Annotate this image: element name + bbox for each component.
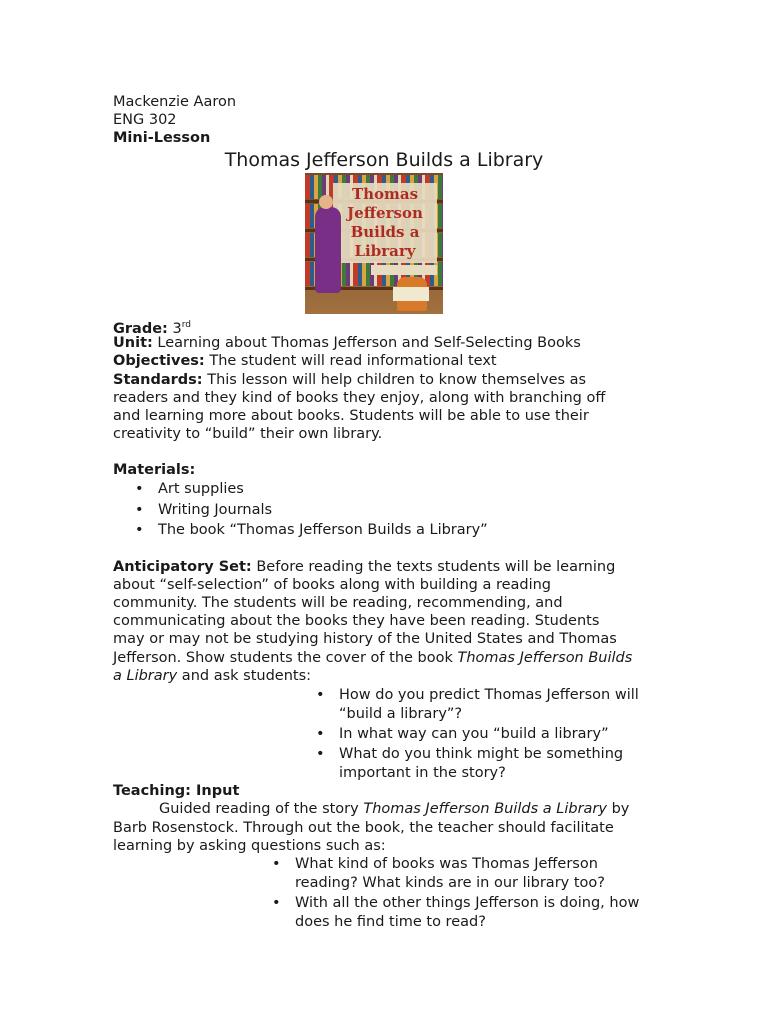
cover-title-word: Library bbox=[354, 242, 416, 260]
cover-author-strip bbox=[371, 265, 437, 275]
materials-label: Materials: bbox=[113, 462, 196, 478]
book-title-italic: Thomas Jefferson Builds bbox=[457, 650, 633, 666]
anticipatory-line bbox=[113, 667, 311, 685]
list-item-continuation: reading? What kinds are in our library too? bbox=[295, 875, 605, 891]
list-item: • Art supplies bbox=[135, 481, 244, 497]
book-cover-image bbox=[305, 173, 443, 314]
anticipatory-line bbox=[113, 558, 615, 576]
anticipatory-label: Anticipatory Set: bbox=[113, 559, 252, 575]
cover-title-word: Jefferson bbox=[347, 204, 423, 222]
unit-label: Unit: bbox=[113, 335, 153, 351]
list-item-continuation: important in the story? bbox=[339, 765, 506, 781]
jefferson-figure bbox=[315, 207, 341, 293]
anticipatory-text: about “self-selection” of books along with building a reading bbox=[113, 577, 552, 593]
teaching-line bbox=[159, 800, 629, 818]
anticipatory-text: Jefferson. Show students the cover of the book bbox=[113, 650, 458, 666]
reader-book bbox=[393, 287, 429, 301]
list-item-continuation: does he find time to read? bbox=[295, 914, 486, 930]
list-item: • With all the other things Jefferson is doing, how bbox=[272, 895, 640, 911]
standards-line bbox=[113, 371, 586, 389]
book-title-italic: a Library bbox=[113, 668, 178, 684]
standards-label: Standards: bbox=[113, 372, 203, 388]
objectives-label: Objectives: bbox=[113, 353, 205, 369]
anticipatory-text: Before reading the texts students will be learning bbox=[256, 559, 616, 575]
list-item: • What do you think might be something bbox=[316, 746, 624, 762]
list-item: • Writing Journals bbox=[135, 502, 273, 518]
list-item: • In what way can you “build a library” bbox=[316, 726, 609, 742]
grade-value: 3 bbox=[172, 320, 182, 337]
list-item-continuation: “build a library”? bbox=[339, 706, 463, 722]
jefferson-head bbox=[319, 195, 333, 209]
anticipatory-line bbox=[113, 649, 632, 667]
book-title-italic: Thomas Jefferson Builds a Library bbox=[363, 801, 607, 817]
grade-superscript: rd bbox=[181, 320, 191, 330]
unit-value: Learning about Thomas Jefferson and Self-Selecting Books bbox=[157, 335, 581, 351]
cover-title-panel bbox=[333, 183, 437, 263]
teaching-text: Barb Rosenstock. Through out the book, the teacher should facilitate bbox=[113, 820, 614, 836]
cover-title-word: Thomas bbox=[351, 185, 419, 203]
teaching-label: Teaching: Input bbox=[113, 783, 240, 799]
author-name: Mackenzie Aaron bbox=[113, 94, 237, 110]
unit-line bbox=[113, 334, 581, 352]
lesson-title: Thomas Jefferson Builds a Library bbox=[224, 149, 544, 171]
anticipatory-text: community. The students will be reading, recommending, and bbox=[113, 595, 563, 611]
document-type: Mini-Lesson bbox=[113, 130, 211, 146]
anticipatory-text: and ask students: bbox=[177, 668, 312, 684]
standards-text: This lesson will help children to know themselves as bbox=[207, 372, 587, 388]
cover-title-word: Builds a bbox=[350, 223, 420, 241]
objectives-line bbox=[113, 352, 497, 370]
standards-text: creativity to “build” their own library. bbox=[113, 426, 383, 442]
list-item: • The book “Thomas Jefferson Builds a Library” bbox=[135, 522, 488, 538]
anticipatory-text: communicating about the books they have been reading. Students bbox=[113, 613, 600, 629]
list-item: • How do you predict Thomas Jefferson will bbox=[316, 687, 639, 703]
teaching-text: by bbox=[606, 801, 630, 817]
objectives-value: The student will read informational text bbox=[209, 353, 497, 369]
teaching-text: learning by asking questions such as: bbox=[113, 838, 386, 854]
standards-text: readers and they kind of books they enjoy, along with branching off bbox=[113, 390, 606, 406]
course-code: ENG 302 bbox=[113, 112, 177, 128]
anticipatory-text: may or may not be studying history of the United States and Thomas bbox=[113, 631, 617, 647]
standards-text: and learning more about books. Students will be able to use their bbox=[113, 408, 589, 424]
grade-label: Grade: bbox=[113, 320, 168, 337]
list-item: • What kind of books was Thomas Jefferson bbox=[272, 856, 598, 872]
teaching-text: Guided reading of the story bbox=[159, 801, 364, 817]
